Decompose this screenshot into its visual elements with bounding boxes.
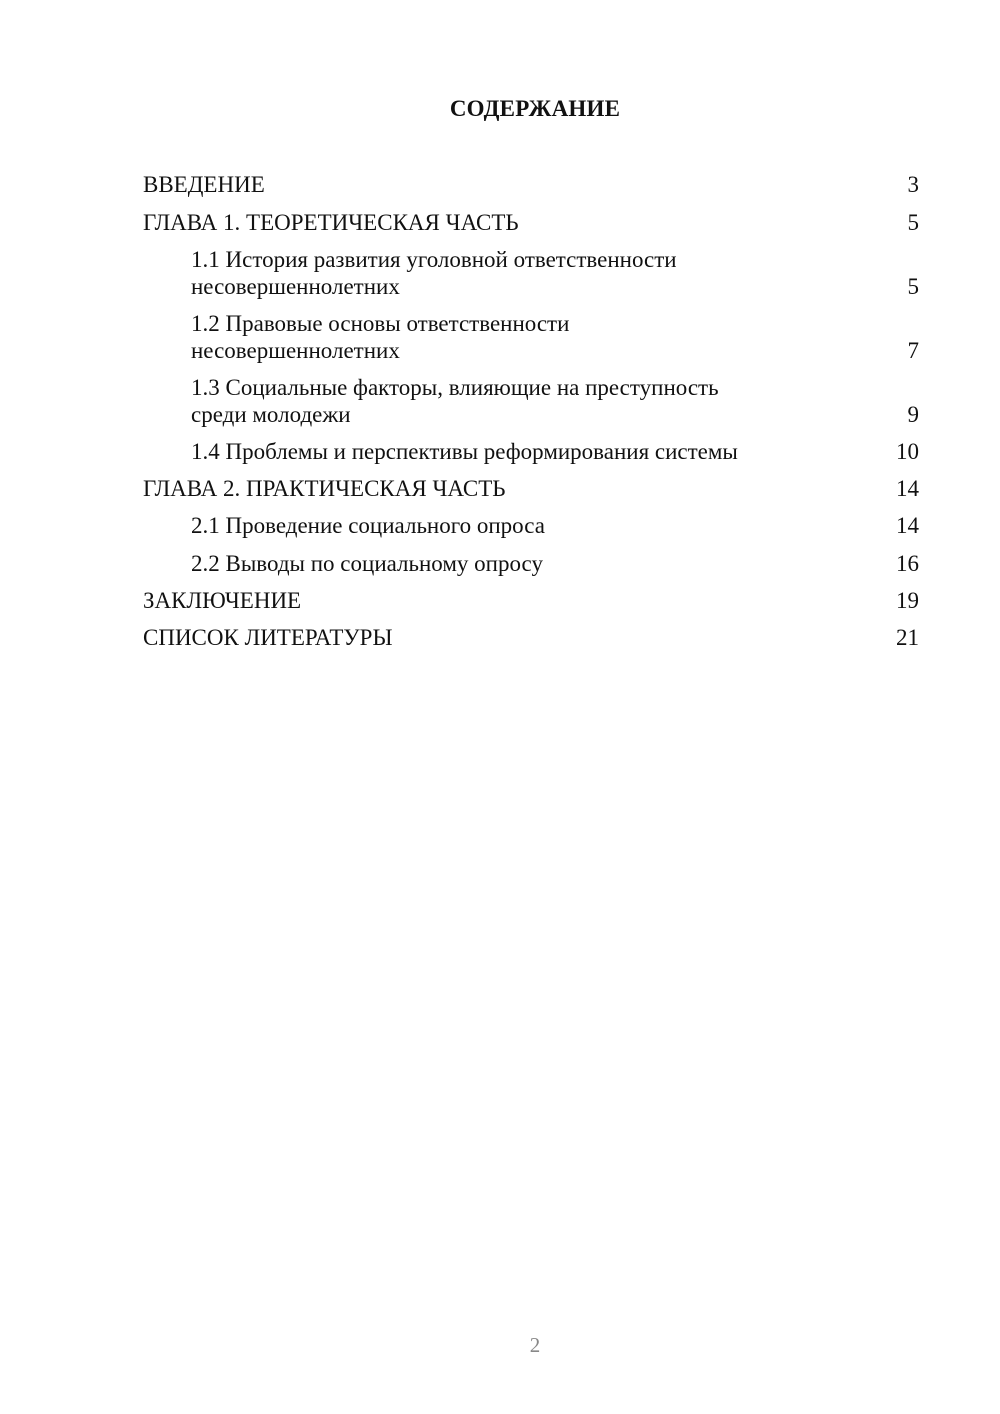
page-title: СОДЕРЖАНИЕ bbox=[449, 96, 621, 121]
toc-entry-page: 7 bbox=[907, 338, 919, 363]
toc-entry-page: 10 bbox=[896, 439, 919, 464]
toc-entry-section-1-3[interactable] bbox=[191, 374, 919, 428]
toc-entry-page: 5 bbox=[907, 210, 919, 235]
toc-entry-label: ГЛАВА 2. ПРАКТИЧЕСКАЯ ЧАСТЬ bbox=[143, 476, 506, 501]
toc-entry-section-1-1[interactable] bbox=[191, 246, 919, 300]
toc-entry-bibliography[interactable] bbox=[143, 624, 919, 651]
toc-entry-chapter-1[interactable] bbox=[143, 209, 919, 236]
toc-entry-conclusion[interactable] bbox=[143, 587, 919, 614]
toc-entry-introduction[interactable] bbox=[143, 171, 919, 198]
toc-entry-label: 1.2 Правовые основы ответственности несовершеннолетних bbox=[191, 311, 570, 363]
toc-entry-page: 14 bbox=[896, 513, 919, 538]
page-number: 2 bbox=[529, 1333, 541, 1357]
toc-entry-page: 9 bbox=[907, 402, 919, 427]
toc-entry-page: 14 bbox=[896, 476, 919, 501]
toc-entry-page: 16 bbox=[896, 551, 919, 576]
toc-entry-chapter-2[interactable] bbox=[143, 475, 919, 502]
toc-entry-label: ЗАКЛЮЧЕНИЕ bbox=[143, 588, 302, 613]
toc-entry-label: 1.3 Социальные факторы, влияющие на преступность среди молодежи bbox=[191, 375, 719, 427]
toc-entry-label: 1.1 История развития уголовной ответственности несовершеннолетних bbox=[191, 247, 677, 299]
toc-entry-section-2-1[interactable] bbox=[191, 512, 919, 539]
toc-entry-section-1-4[interactable] bbox=[191, 438, 919, 465]
toc-entry-label: 2.1 Проведение социального опроса bbox=[191, 513, 545, 538]
toc-entry-label: СПИСОК ЛИТЕРАТУРЫ bbox=[143, 625, 393, 650]
toc-entry-section-1-2[interactable] bbox=[191, 310, 919, 364]
toc-entry-label: 2.2 Выводы по социальному опросу bbox=[191, 551, 543, 576]
toc-entry-section-2-2[interactable] bbox=[191, 550, 919, 577]
toc-entry-label: 1.4 Проблемы и перспективы реформирования системы bbox=[191, 439, 738, 464]
toc-entry-page: 5 bbox=[907, 274, 919, 299]
toc-entry-page: 21 bbox=[896, 625, 919, 650]
toc-entry-label: ВВЕДЕНИЕ bbox=[143, 172, 265, 197]
toc-entry-label: ГЛАВА 1. ТЕОРЕТИЧЕСКАЯ ЧАСТЬ bbox=[143, 210, 519, 235]
toc-entry-page: 3 bbox=[907, 172, 919, 197]
toc-entry-page: 19 bbox=[896, 588, 919, 613]
